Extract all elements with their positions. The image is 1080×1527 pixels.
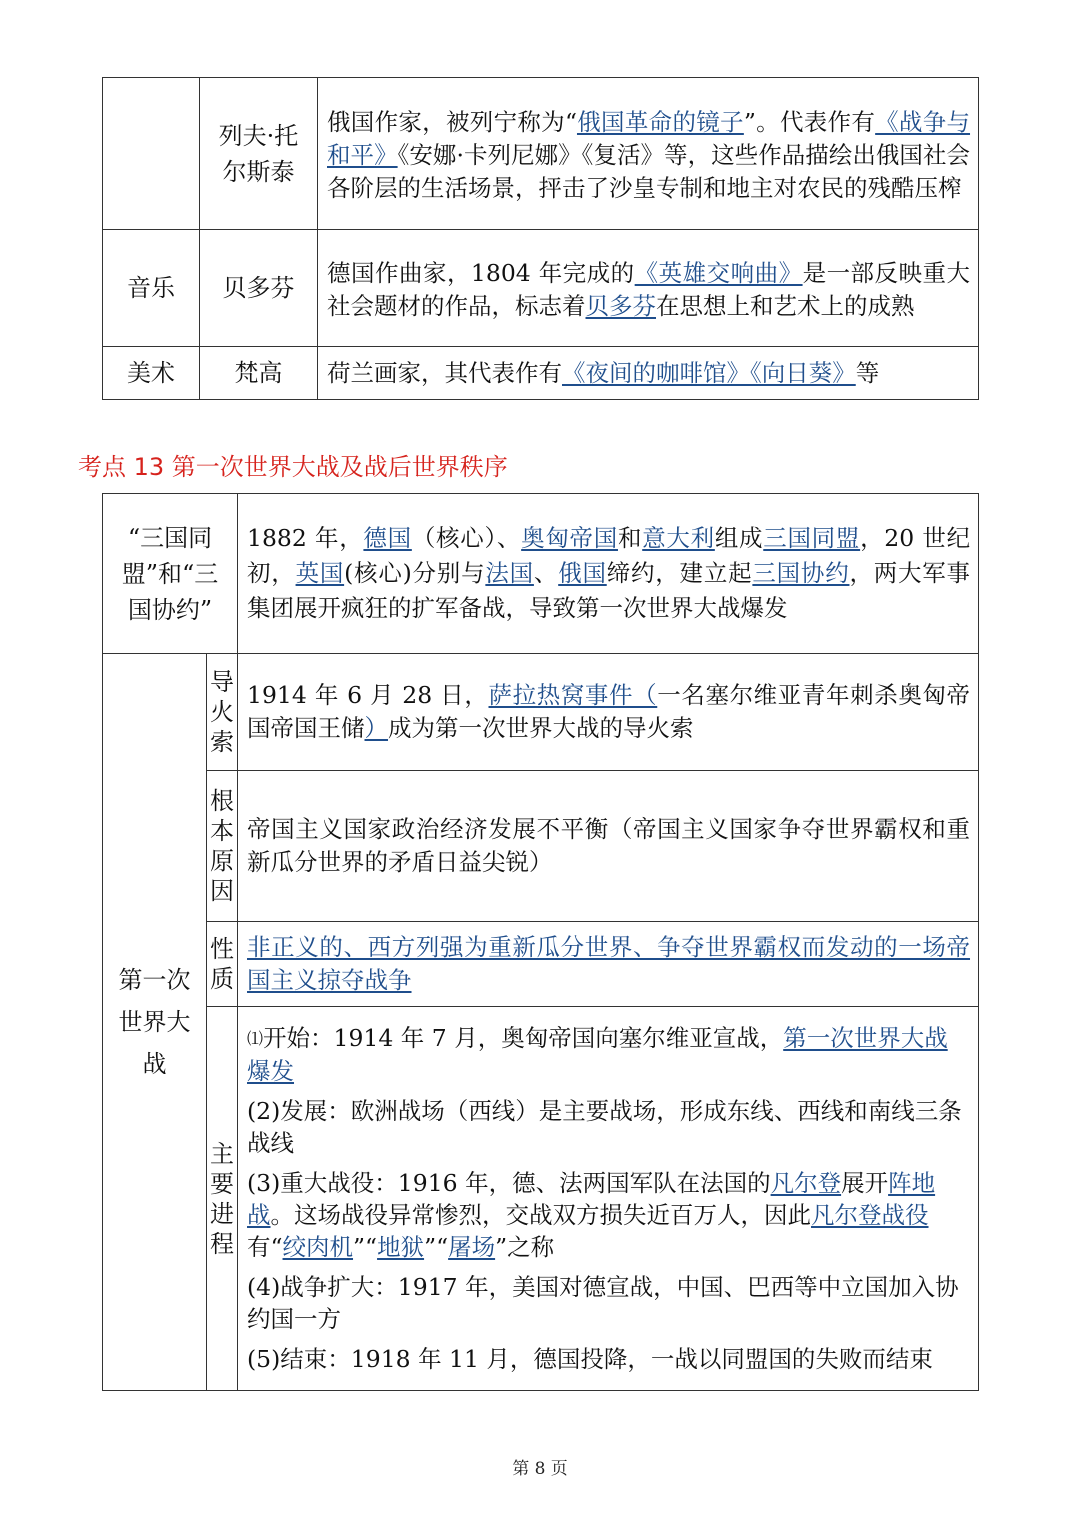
process-step <box>247 1271 970 1335</box>
author-name: 列夫·托尔斯泰 <box>200 78 318 230</box>
table-row <box>103 771 979 922</box>
text-run: （核心）、 <box>411 524 522 552</box>
text-run: 缔约，建立起 <box>606 559 753 587</box>
text-run: 等 <box>855 358 880 387</box>
highlighted-term: ） <box>364 714 389 742</box>
highlighted-term: 屠场 <box>448 1233 496 1261</box>
text-run: 开始：1914 年 7 月，奥匈帝国向塞尔维亚宣战， <box>263 1024 784 1052</box>
highlighted-term: 非正义的、西方列强为重新瓜分世界、争夺世界霸权而发动的一场帝国主义掠夺战争 <box>247 933 971 994</box>
highlighted-term: 阵地战 <box>247 1169 936 1229</box>
highlighted-term: 绞肉机 <box>282 1233 354 1261</box>
highlighted-term: 俄国 <box>558 559 607 587</box>
highlighted-term: 三国同盟 <box>763 524 861 552</box>
highlighted-term: 三国协约 <box>752 559 850 587</box>
text-run: 荷兰画家，其代表作有 <box>327 358 562 387</box>
root-cause-label: 根本原因 <box>207 771 238 922</box>
text-run: ”“ <box>424 1233 449 1261</box>
table-row <box>103 230 979 347</box>
text-run: (3)重大战役：1916 年，德、法两国军队在法国的 <box>247 1169 771 1197</box>
process-step <box>247 1343 970 1375</box>
highlighted-term: 凡尔登战役 <box>811 1201 929 1229</box>
text-run: 1914 年 6 月 28 日， <box>247 681 489 709</box>
highlighted-term: 英国 <box>295 559 345 587</box>
highlighted-term: 《战争与和平》 <box>327 108 971 169</box>
text-run: 德国作曲家，1804 年完成的 <box>327 259 635 287</box>
process-description <box>238 1007 979 1391</box>
highlighted-term: 第一次世界大战爆发 <box>247 1024 948 1085</box>
nature-label: 性质 <box>207 922 238 1007</box>
highlighted-term: 俄国革命的镜子 <box>576 108 744 136</box>
process-step <box>247 1022 970 1087</box>
table-row <box>103 1007 979 1391</box>
text-run: 1882 年， <box>247 524 364 552</box>
process-step <box>247 1167 970 1263</box>
highlighted-term: 意大利 <box>642 524 715 552</box>
ww1-table <box>102 493 979 1391</box>
text-run: (2)发展：欧洲战场（西线）是主要战场，形成东线、西线和南线三条战线 <box>247 1097 962 1157</box>
author-description <box>318 78 979 230</box>
text-run: 《安娜·卡列尼娜》《复活》等，这些作品描绘出俄国社会各阶层的生活场景，抨击了沙皇专制和地主对农民的残酷压榨 <box>327 141 970 202</box>
text-run: 成为第一次世界大战的导火索 <box>388 714 694 742</box>
text-run: ”之称 <box>495 1233 555 1261</box>
page-number: 第 8 页 <box>512 1459 568 1479</box>
text-run: ”。代表作有 <box>743 108 876 136</box>
text-run: 有“ <box>247 1233 283 1261</box>
highlighted-term: 贝多芬 <box>585 292 656 320</box>
nature-description <box>238 922 979 1007</box>
text-run: 俄国作家，被列宁称为“ <box>327 108 577 136</box>
highlighted-term: 德国 <box>363 524 412 552</box>
text-run: 。这场战役异常惨烈，交战双方损失近百万人，因此 <box>270 1201 812 1229</box>
alliances-label: “三国同盟”和“三国协约” <box>103 494 238 654</box>
text-run: 和 <box>617 524 643 552</box>
ww1-label: 第一次世界大战 <box>103 654 207 1391</box>
author-name: 梵高 <box>200 347 318 400</box>
table-row <box>103 347 979 400</box>
category-label: 音乐 <box>103 230 200 347</box>
text-run: 展开 <box>841 1169 889 1197</box>
text-run: 一名塞尔维亚青年刺杀奥匈帝国帝国王储 <box>247 681 971 742</box>
text-run: 在思想上和艺术上的成熟 <box>656 292 915 320</box>
text-run: ”“ <box>353 1233 378 1261</box>
alliances-description <box>238 494 979 654</box>
text-run: 组成 <box>714 524 764 552</box>
category-label: 美术 <box>103 347 200 400</box>
table-row <box>103 922 979 1007</box>
text-run: 是一部反映重大社会题材的作品，标志着 <box>327 259 971 320</box>
root-cause-description <box>238 771 979 922</box>
section-title: 考点 13 第一次世界大战及战后世界秩序 <box>78 453 508 481</box>
text-run: ，20 世纪初， <box>247 524 971 587</box>
table-row <box>103 494 979 654</box>
highlighted-term: 奥匈帝国 <box>521 524 618 552</box>
category-cell-empty <box>103 78 200 230</box>
text-run: ⑴ <box>247 1029 264 1048</box>
table-row <box>103 78 979 230</box>
text-run: (5)结束：1918 年 11 月，德国投降，一战以同盟国的失败而结束 <box>247 1345 933 1373</box>
culture-table <box>102 77 979 400</box>
author-description <box>318 347 979 400</box>
text-run: 、 <box>533 559 559 587</box>
highlighted-term: 凡尔登 <box>770 1169 842 1197</box>
fuse-label: 导火索 <box>207 654 238 771</box>
process-label: 主要进程 <box>207 1007 238 1391</box>
highlighted-term: 萨拉热窝事件（ <box>488 681 658 709</box>
text-run: ，两大军事集团展开疯狂的扩军备战，导致第一次世界大战爆发 <box>247 559 971 622</box>
text-run: (4)战争扩大：1917 年，美国对德宣战，中国、巴西等中立国加入协约国一方 <box>247 1273 959 1333</box>
highlighted-term: 地狱 <box>377 1233 425 1261</box>
highlighted-term: 法国 <box>485 559 534 587</box>
highlighted-term: 《夜间的咖啡馆》《向日葵》 <box>562 358 856 387</box>
author-description <box>318 230 979 347</box>
highlighted-term: 《英雄交响曲》 <box>634 259 803 287</box>
author-name: 贝多芬 <box>200 230 318 347</box>
text-run: 帝国主义国家政治经济发展不平衡（帝国主义国家争夺世界霸权和重新瓜分世界的矛盾日益尖锐） <box>247 815 971 876</box>
process-step <box>247 1095 970 1159</box>
table-row <box>103 654 979 771</box>
text-run: (核心)分别与 <box>344 559 486 587</box>
fuse-description <box>238 654 979 771</box>
